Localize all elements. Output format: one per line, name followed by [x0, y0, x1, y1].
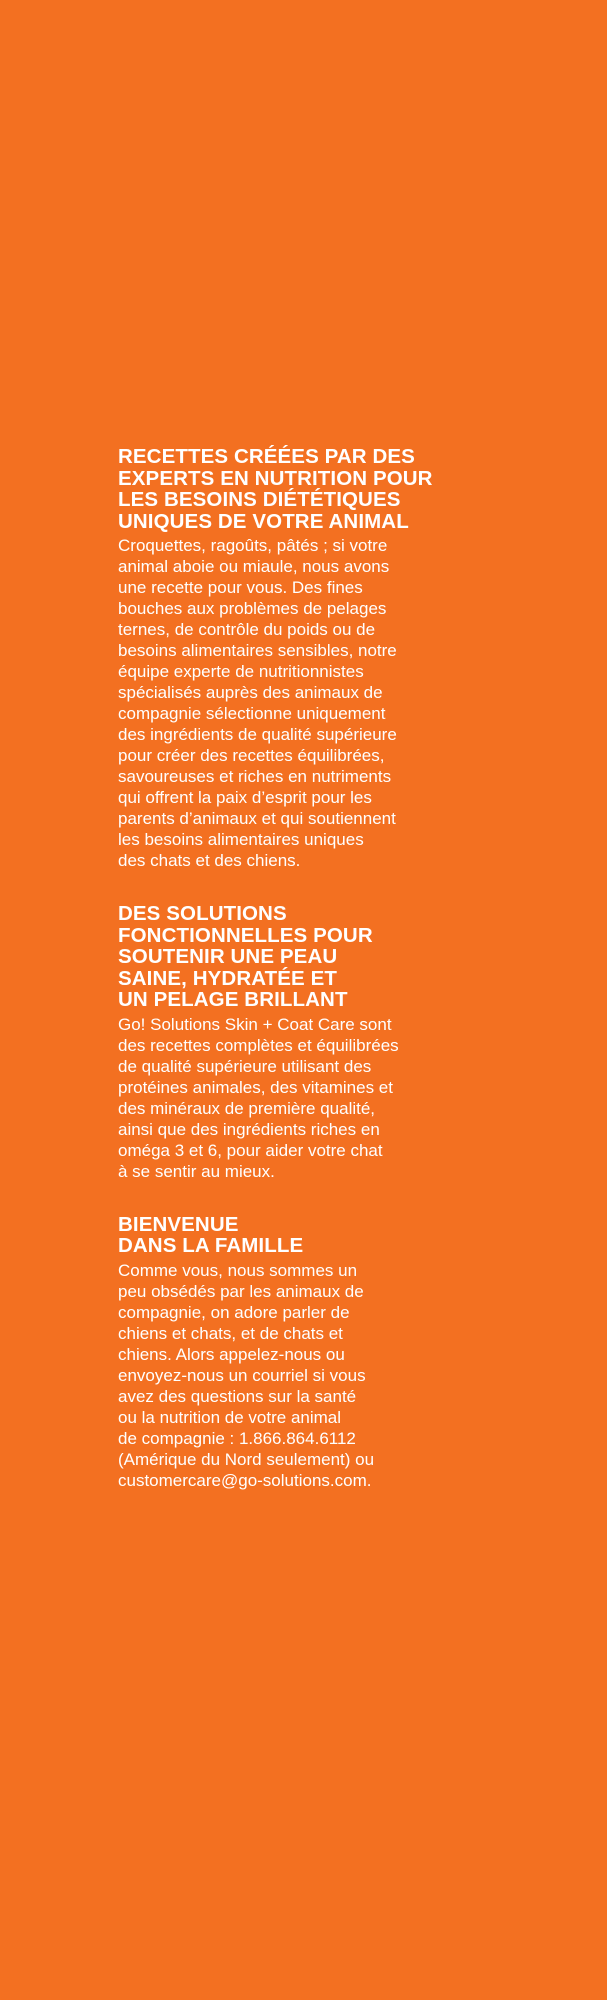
body-line: qui offrent la paix d’esprit pour les: [118, 788, 372, 807]
heading-line: RECETTES CRÉÉES PAR DES: [118, 445, 415, 468]
body-line: customercare@go-solutions.com.: [118, 1470, 372, 1490]
section-heading: [118, 903, 498, 1011]
body-line: pour créer des recettes équilibrées,: [118, 746, 385, 765]
body-line: une recette pour vous. Des fines: [118, 578, 363, 597]
body-line: Comme vous, nous sommes un: [118, 1260, 358, 1280]
heading-line: LES BESOINS DIÉTÉTIQUES: [118, 488, 401, 511]
body-line: des chats et des chiens.: [118, 851, 301, 870]
body-line: les besoins alimentaires uniques: [118, 830, 364, 849]
text-column: [118, 446, 498, 1491]
body-line: chiens. Alors appelez-nous ou: [118, 1344, 345, 1364]
section-body: [118, 535, 498, 871]
heading-line: SAINE, HYDRATÉE ET: [118, 966, 337, 990]
body-line: protéines animales, des vitamines et: [118, 1077, 393, 1097]
body-line: ternes, de contrôle du poids ou de: [118, 620, 376, 639]
body-line: à se sentir au mieux.: [118, 1161, 275, 1181]
body-line: compagnie, on adore parler de: [118, 1302, 350, 1322]
body-line: avez des questions sur la santé: [118, 1386, 357, 1406]
body-line: chiens et chats, et de chats et: [118, 1323, 343, 1343]
heading-line: DES SOLUTIONS: [118, 902, 287, 925]
heading-line: BIENVENUE: [118, 1212, 239, 1236]
body-line: de qualité supérieure utilisant des: [118, 1056, 372, 1076]
body-line: ou la nutrition de votre animal: [118, 1407, 342, 1427]
body-line: (Amérique du Nord seulement) ou: [118, 1449, 375, 1469]
body-line: animal aboie ou miaule, nous avons: [118, 557, 390, 576]
body-line: des minéraux de première qualité,: [118, 1098, 376, 1118]
heading-line: FONCTIONNELLES POUR: [118, 923, 373, 947]
section-heading: [118, 1214, 498, 1257]
body-line: compagnie sélectionne uniquement: [118, 704, 386, 723]
section-body: [118, 1014, 498, 1182]
body-line: ainsi que des ingrédients riches en: [118, 1119, 380, 1139]
body-line: envoyez-nous un courriel si vous: [118, 1365, 366, 1385]
body-line: oméga 3 et 6, pour aider votre chat: [118, 1140, 383, 1160]
body-line: des ingrédients de qualité supérieure: [118, 725, 397, 744]
body-line: équipe experte de nutritionnistes: [118, 662, 364, 681]
body-line: de compagnie : 1.866.864.6112: [118, 1428, 356, 1448]
section-functional-solutions: [118, 903, 498, 1182]
body-line: parents d’animaux et qui soutiennent: [118, 809, 396, 828]
body-line: bouches aux problèmes de pelages: [118, 599, 387, 618]
body-line: Go! Solutions Skin + Coat Care sont: [118, 1014, 392, 1034]
body-line: Croquettes, ragoûts, pâtés ; si votre: [118, 536, 388, 555]
body-line: savoureuses et riches en nutriments: [118, 767, 392, 786]
heading-line: EXPERTS EN NUTRITION POUR: [118, 466, 433, 490]
heading-line: UNIQUES DE VOTRE ANIMAL: [118, 509, 409, 533]
body-line: peu obsédés par les animaux de: [118, 1281, 364, 1301]
section-expert-recipes: [118, 446, 498, 871]
section-heading: [118, 446, 498, 532]
section-body: [118, 1260, 498, 1491]
section-welcome-family: [118, 1214, 498, 1491]
body-line: des recettes complètes et équilibrées: [118, 1035, 399, 1055]
body-line: spécialisés auprès des animaux de: [118, 683, 383, 702]
heading-line: SOUTENIR UNE PEAU: [118, 945, 338, 968]
body-line: besoins alimentaires sensibles, notre: [118, 641, 397, 660]
heading-line: DANS LA FAMILLE: [118, 1234, 304, 1257]
heading-line: UN PELAGE BRILLANT: [118, 988, 348, 1011]
